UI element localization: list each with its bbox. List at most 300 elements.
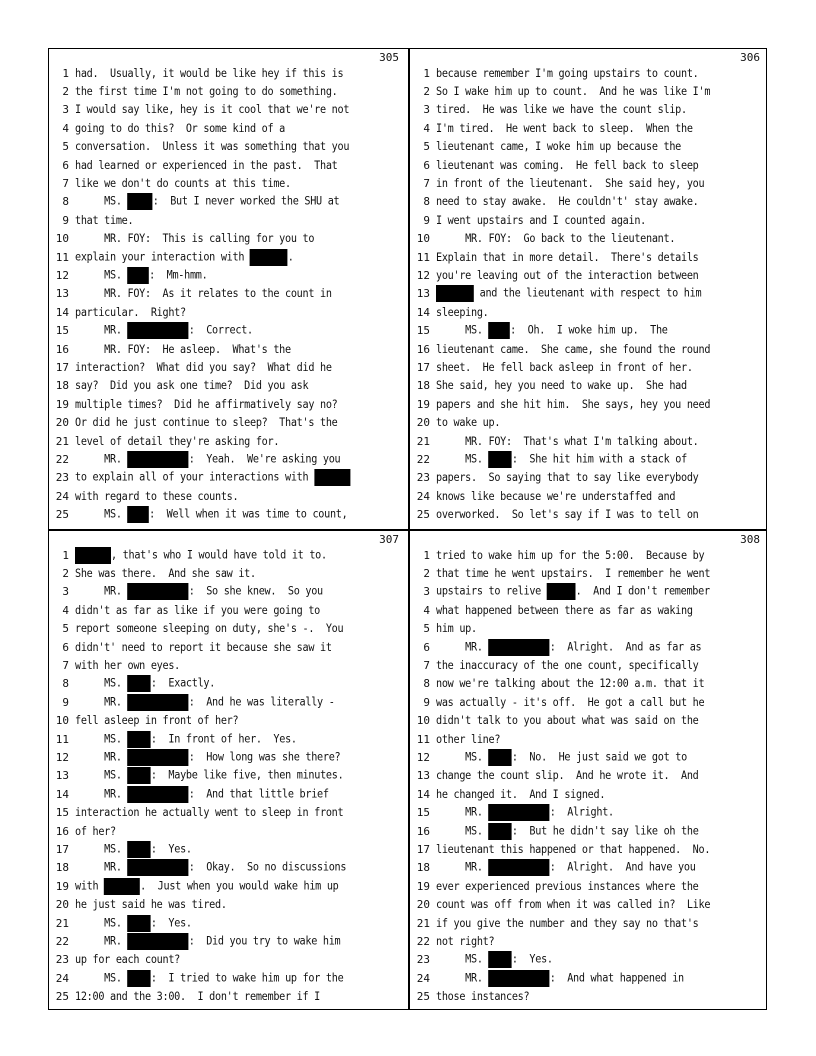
transcript-line [410,248,768,266]
line-number: 2 [423,85,430,99]
redaction-bar [128,322,189,339]
text-segment: he just said he was tired. [75,898,227,912]
transcript-line [49,156,407,174]
line-text [436,788,605,801]
redaction-bar [104,878,140,895]
transcript-line [410,767,768,785]
transcript-line [49,712,407,730]
line-text [75,214,133,227]
line-text [436,843,710,856]
text-segment: I'm tired. He went back to sleep. When the [436,121,693,135]
text-segment: MS. [436,750,489,764]
text-segment: going to do this? Or some kind of a [75,121,285,135]
text-segment: the first time I'm not going to do something. [75,85,338,99]
line-number: 24 [55,489,69,503]
line-text [436,677,704,690]
line-text [75,140,349,153]
line-text [436,508,699,521]
redaction-bar [128,786,189,803]
text-segment: MS. [75,268,128,282]
line-text [436,379,687,392]
line-number: 8 [62,195,69,209]
transcript-line [49,248,407,266]
text-segment: to wake up. [436,416,501,430]
text-segment: MS. [436,952,489,966]
transcript-line [410,505,768,523]
line-text [436,232,675,245]
transcript-line [49,469,407,487]
text-segment: MS. [436,452,489,466]
text-segment: : Alright. [549,805,614,819]
redaction-bar [128,859,189,876]
transcript-line [410,840,768,858]
line-text [75,767,343,784]
line-text [436,769,699,782]
text-segment: : No. He just said we got to [511,750,687,764]
line-number: 4 [423,121,430,135]
transcript-line [49,693,407,711]
text-segment: had. Usually, it would be like hey if this is [75,66,344,80]
transcript-line [410,601,768,619]
line-text [75,287,332,300]
transcript-line [410,413,768,431]
text-segment: if you give the number and they say no that's [436,916,699,930]
text-segment: MS. [75,676,128,690]
line-number: 8 [62,677,69,691]
line-number: 6 [62,158,69,172]
transcript-line [49,895,407,913]
line-number: 25 [55,508,69,522]
transcript-line [410,877,768,895]
transcript-line [49,64,407,82]
text-segment: and the lieutenant with respect to him [473,286,702,300]
text-segment: in front of the lieutenant. She said hey, you [436,177,705,191]
line-text [75,786,329,803]
line-text [75,398,338,411]
page-number: 306 [740,51,760,64]
transcript-line [49,546,407,564]
line-number: 3 [423,103,430,117]
transcript-line [410,583,768,601]
line-text [436,85,710,98]
redaction-bar [128,583,189,600]
line-number: 20 [416,898,430,912]
line-text [75,749,340,766]
redaction-bar [128,767,151,784]
line-number: 15 [55,324,69,338]
transcript-line [410,82,768,100]
line-text [75,878,339,895]
text-segment: MR. [75,695,128,709]
transcript-line [49,193,407,211]
text-segment: that time he went upstairs. I remember he went [436,567,711,581]
line-number: 6 [423,158,430,172]
line-text [436,639,701,656]
line-text [436,269,699,282]
line-text [75,898,227,911]
line-number: 6 [62,640,69,654]
text-segment: other line? [436,732,501,746]
transcript-line [49,321,407,339]
transcript-line [410,138,768,156]
redaction-bar [489,322,511,339]
line-number: 8 [423,195,430,209]
line-number: 12 [55,750,69,764]
transcript-line [49,859,407,877]
text-segment: MR. [75,934,128,948]
text-segment: : Exactly. [150,676,216,690]
line-number: 24 [55,971,69,985]
line-number: 18 [416,379,430,393]
line-text [436,306,489,319]
redaction-bar [489,859,550,876]
line-text [436,343,710,356]
line-text [436,416,500,429]
transcript-line [410,803,768,821]
text-segment: lieutenant this happened or that happened. No. [436,842,711,856]
text-segment: MR. FOY: Go back to the lieutenant. [436,232,676,246]
transcript-line [49,840,407,858]
text-segment: tired. He was like we have the count slip. [436,103,687,117]
line-number: 19 [55,397,69,411]
line-number: 22 [55,934,69,948]
line-text [75,506,347,523]
line-number: 16 [55,824,69,838]
line-text [436,859,696,876]
transcript-line [49,487,407,505]
text-segment: like we don't do counts at this time. [75,177,291,191]
line-number: 3 [62,585,69,599]
text-segment: MS. [75,971,128,985]
line-text [75,675,215,692]
line-number: 25 [416,508,430,522]
text-segment: to explain all of your interactions with [75,470,315,484]
transcript-line [49,82,407,100]
line-text [436,622,477,635]
text-segment: fell asleep in front of her? [75,714,239,728]
text-segment: MR. [436,971,489,985]
line-number: 23 [416,953,430,967]
line-text [75,103,349,116]
transcript-line [49,638,407,656]
line-text [436,549,704,562]
line-number: 13 [416,287,430,301]
transcript-line [410,693,768,711]
text-segment: , that's who I would have told it to. [111,548,327,562]
transcript-line [410,377,768,395]
text-segment: : Alright. And as far as [549,640,702,654]
text-segment: up for each count? [75,953,181,967]
text-segment: MR. [436,805,489,819]
line-number: 12 [55,268,69,282]
transcript-line [410,951,768,969]
text-segment: I went upstairs and I counted again. [436,213,646,227]
line-number: 12 [416,750,430,764]
line-text [75,547,327,564]
text-segment: : And what happened in [549,971,684,985]
text-segment: papers. So saying that to say like everybody [436,471,699,485]
transcript-line [410,546,768,564]
transcript-line [49,914,407,932]
page-panel-306 [410,49,768,527]
redaction-bar [489,951,512,968]
redaction-bar [489,804,550,821]
line-number: 23 [55,471,69,485]
line-number: 16 [416,342,430,356]
text-segment: MS. [75,842,128,856]
transcript-line [410,156,768,174]
line-number: 9 [62,213,69,227]
line-number: 14 [55,305,69,319]
text-segment: with [75,879,105,893]
line-text [436,195,699,208]
line-text [75,85,338,98]
line-number: 9 [423,213,430,227]
transcript-line [49,785,407,803]
line-text [75,953,180,966]
redaction-bar [436,285,474,302]
text-segment: MR. FOY: That's what I'm talking about. [436,434,699,448]
transcript-line [410,675,768,693]
transcript-line [410,748,768,766]
text-segment: : So she knew. So you [188,584,323,598]
text-segment: MS. [436,824,489,838]
line-number: 2 [62,567,69,581]
transcript-line [410,895,768,913]
transcript-lines [410,546,768,1006]
transcript-line [410,859,768,877]
line-number: 9 [62,695,69,709]
text-segment: MR. FOY: This is calling for you to [75,232,315,246]
text-segment: interaction he actually went to sleep in front [75,806,344,820]
text-segment: : How long was she there? [188,750,341,764]
redaction-bar [128,506,150,523]
transcript-line [49,450,407,468]
line-text [75,177,291,190]
line-text [75,159,338,172]
page-panel-305 [49,49,407,527]
redaction-bar [489,451,512,468]
redaction-bar [128,841,151,858]
transcript-line [49,395,407,413]
line-text [75,915,192,932]
text-segment: those instances? [436,990,530,1004]
line-number: 20 [55,898,69,912]
redaction-bar [128,731,151,748]
text-segment: of her? [75,824,116,838]
text-segment: what happened between there as far as waking [436,603,693,617]
transcript-line [410,266,768,284]
line-number: 17 [416,360,430,374]
line-text [75,859,346,876]
line-text [436,177,704,190]
transcript-lines [49,546,407,1006]
line-number: 19 [416,397,430,411]
transcript-line [49,767,407,785]
line-number: 5 [62,140,69,154]
transcript-line [49,803,407,821]
transcript-line [410,914,768,932]
text-segment: was actually - it's off. He got a call but he [436,695,705,709]
line-number: 7 [62,659,69,673]
text-segment: : Correct. [188,323,253,337]
text-segment: didn't talk to you about what was said on the [436,714,699,728]
text-segment: : In front of her. Yes. [150,732,297,746]
redaction-bar [489,823,512,840]
line-text [436,935,494,948]
transcript-line [49,656,407,674]
redaction-bar [489,749,512,766]
line-number: 4 [62,603,69,617]
text-segment: : Well when it was time to count, [149,507,348,521]
line-text [75,841,192,858]
text-segment: because remember I'm going upstairs to count. [436,66,699,80]
text-segment: MR. [75,584,128,598]
text-segment: the inaccuracy of the one count, specifically [436,659,699,673]
line-text [75,379,308,392]
line-text [436,122,693,135]
text-segment: : Alright. And have you [549,860,696,874]
text-segment: MS. [75,732,128,746]
line-text [75,694,335,711]
line-text [75,583,323,600]
line-text [75,232,314,245]
text-segment: : But he didn't say like oh the [511,824,699,838]
text-segment: Explain that in more detail. There's details [436,250,699,264]
text-segment: MR. [436,860,489,874]
text-segment: MS. [75,768,128,782]
transcript-line [410,969,768,987]
line-text [75,322,253,339]
line-number: 6 [423,640,430,654]
text-segment: lieutenant came, I woke him up because the [436,140,681,154]
text-segment: lieutenant was coming. He fell back to sleep [436,158,699,172]
transcript-line [49,564,407,582]
line-text [75,990,320,1003]
text-segment: MR. [75,750,128,764]
line-number: 21 [416,916,430,930]
line-number: 22 [55,452,69,466]
line-number: 17 [55,360,69,374]
line-number: 5 [423,140,430,154]
text-segment: : Maybe like five, then minutes. [150,768,344,782]
line-number: 10 [416,714,430,728]
transcript-line [410,303,768,321]
text-segment: MS. [75,916,128,929]
line-number: 19 [55,879,69,893]
text-segment: particular. Right? [75,305,186,319]
line-text [436,659,699,672]
text-segment: with her own eyes. [75,659,181,673]
line-text [436,140,681,153]
line-text [436,159,699,172]
transcript-line [49,413,407,431]
page-panel-307 [49,531,407,1009]
transcript-line [410,712,768,730]
transcript-line [410,638,768,656]
transcript-line [49,951,407,969]
line-text [436,251,699,264]
line-number: 15 [416,806,430,820]
transcript-line [410,101,768,119]
line-number: 11 [55,732,69,746]
line-number: 1 [62,548,69,562]
line-text [75,435,279,448]
line-text [75,490,238,503]
page-panel-308 [410,531,768,1009]
transcript-line [410,193,768,211]
text-segment: . [287,250,294,264]
line-text [436,471,699,484]
line-number: 13 [55,287,69,301]
text-segment: MR. [75,323,128,337]
line-number: 2 [62,85,69,99]
line-text [436,970,684,987]
transcript-line [410,620,768,638]
text-segment: you're leaving out of the interaction between [436,268,699,282]
text-segment: : She hit him with a stack of [511,452,687,466]
text-segment: MR. [75,787,128,801]
line-number: 12 [416,268,430,282]
text-segment: : Oh. I woke him up. The [510,323,668,337]
line-number: 25 [416,990,430,1004]
line-number: 3 [423,585,430,599]
line-number: 9 [423,695,430,709]
transcript-line [410,932,768,950]
transcript-line [410,64,768,82]
transcript-line [49,601,407,619]
text-segment: : Yeah. We're asking you [188,452,341,466]
text-segment: MS. [75,507,128,521]
text-segment: . Just when you would wake him up [140,879,339,893]
transcript-line [410,656,768,674]
line-text [436,917,699,930]
line-number: 16 [55,342,69,356]
line-text [75,567,256,580]
transcript-line [49,174,407,192]
transcript-line [49,285,407,303]
text-segment: multiple times? Did he affirmatively say no? [75,397,338,411]
line-number: 17 [416,842,430,856]
line-text [436,214,646,227]
line-number: 11 [416,250,430,264]
text-segment: interaction? What did you say? What did he [75,360,332,374]
transcript-lines [410,64,768,524]
text-segment: : Did you try to wake him [188,934,341,948]
text-segment: : I tried to wake him up for the [150,971,344,985]
text-segment: She said, hey you need to wake up. She had [436,379,687,393]
line-number: 2 [423,567,430,581]
transcript-line [49,748,407,766]
transcript-line [410,487,768,505]
text-segment: MR. [75,860,128,874]
transcript-line [49,583,407,601]
redaction-bar [128,675,151,692]
line-text [436,880,699,893]
line-text [75,267,207,284]
line-number: 21 [55,916,69,930]
text-segment: not right? [436,934,495,948]
line-number: 4 [62,121,69,135]
line-text [75,122,285,135]
line-text [436,435,699,448]
text-segment: that time. [75,213,134,227]
line-number: 3 [62,103,69,117]
line-text [436,733,500,746]
line-text [436,714,699,727]
line-number: 18 [416,861,430,875]
text-segment: level of detail they're asking for. [75,434,280,448]
